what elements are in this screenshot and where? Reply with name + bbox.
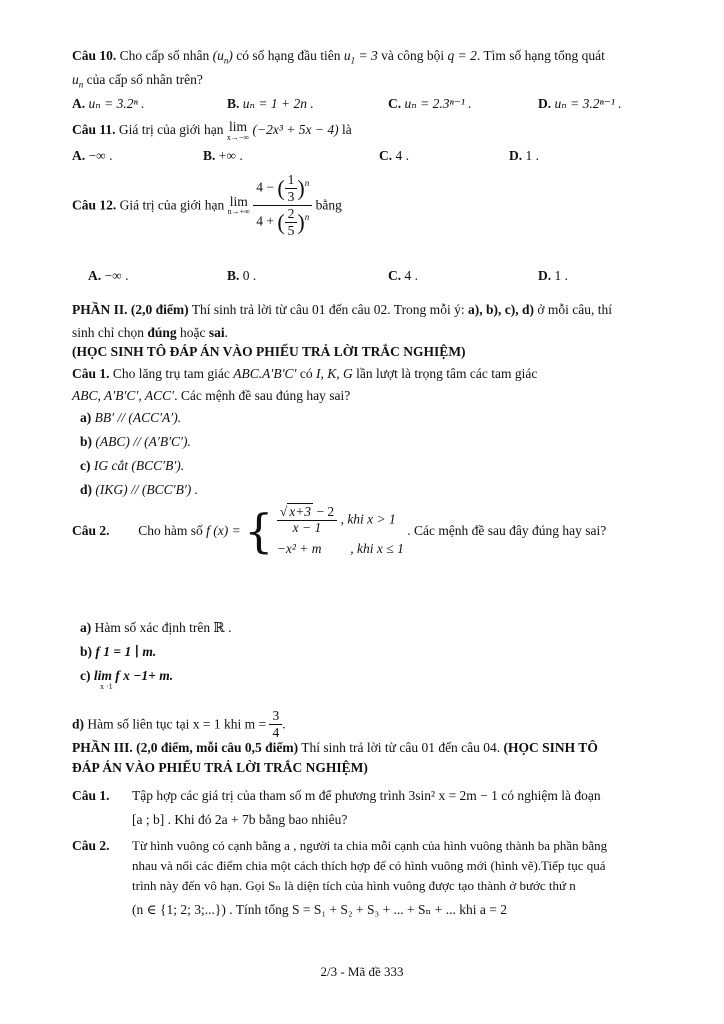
p2q2-line: Câu 2. Cho hàm số f (x) = { $\frac{√ x+3 - 2}{x - 1}$ , khi x > 1 −x² + m , khi x ≤ 1 . Các mệnh đề sau đây đúng hay sai?	[72, 504, 607, 558]
q12-fraction: 4 − ( $\frac{1}{3}$ )$^n$ 4 + ( $\frac{2}{5}$ )$^n$	[253, 172, 312, 239]
q10-line1: Câu 10. Cho cấp số nhân $(u_n)$ có số hạng đầu tiên $u_1 = 3$ và công bội q = 2. Tìm số hạng tổng quát	[72, 48, 605, 66]
page-footer: 2/3 - Mã đề 333	[320, 964, 404, 979]
p2q1-item-d: d) (IKG) // (BCC′B′) .	[80, 482, 199, 497]
p3q1-line2: [a ; b] . Khi đó 2a + 7b bằng bao nhiêu?	[132, 812, 348, 827]
p3q2-line4: (n ∈ {1; 2; 3;...}) . Tính tổng S = S₁ + S₂ + S₃ + ... + Sₙ + ... khi a = 2	[132, 902, 507, 917]
q11-limit: lim x→−∞	[226, 119, 250, 142]
q10-label: Câu 10.	[72, 48, 117, 63]
p2q2-item-a: a) Hàm số xác định trên ℝ .	[80, 620, 232, 635]
part3-heading: PHẦN III. (2,0 điểm, mỗi câu 0,5 điểm) Thí sinh trả lời từ câu 01 đến câu 04. (HỌC SINH TÔ	[72, 740, 598, 755]
p2q1-line1: Câu 1. Cho lăng trụ tam giác ABC.A′B′C′ có I, K, G lần lượt là trọng tâm các tam giác	[72, 366, 538, 381]
p2q2-item-d: d) Hàm số liên tục tại x = 1 khi m = $\frac{3}{4}$ .	[72, 708, 286, 740]
piecewise-cases: $\frac{√ x+3 - 2}{x - 1}$ , khi x > 1 −x² + m , khi x ≤ 1	[276, 504, 404, 556]
p2q2-item-b: b) f 1 = 1 ∣ m.	[80, 644, 157, 659]
piecewise-brace: {	[244, 504, 274, 558]
p2q1-item-c: c) IG cắt (BCC′B′).	[80, 458, 185, 473]
part2-line2: sinh chỉ chọn đúng hoặc sai.	[72, 325, 229, 340]
p2q1-item-b: b) (ABC) // (A′B′C′).	[80, 434, 191, 449]
p3q2-line3: trình này đến vô hạn. Gọi Sₙ là diện tích của hình vuông được tạo thành ở bước thứ n	[132, 878, 576, 893]
p3q2-line1: Từ hình vuông có cạnh bằng a , người ta chia mỗi cạnh của hình vuông thành ba phần bằng	[132, 838, 608, 853]
part3-line2: ĐÁP ÁN VÀO PHIẾU TRẢ LỜI TRẮC NGHIỆM)	[72, 760, 368, 775]
q11-label: Câu 11.	[72, 121, 116, 137]
q12-line: Câu 12. Giá trị của giới hạn lim n→+∞ 4 − ( $\frac{1}{3}$ )$^n$ 4 + ( $\frac{2}{5}$ )$^n$ bằng	[72, 172, 342, 238]
p2q2-item-c: c) lim f x −1+ m. x ·1	[80, 668, 174, 691]
q12-label: Câu 12.	[72, 197, 117, 213]
q11-line: Câu 11. Giá trị của giới hạn lim x→−∞ (−2x³ + 5x − 4) là	[72, 119, 352, 142]
q12-limit: lim n→+∞	[227, 193, 250, 217]
q10-line2: $u_n$ của cấp số nhân trên?	[72, 72, 203, 90]
part2-heading: PHẦN II. (2,0 điểm) Thí sinh trả lời từ câu 01 đến câu 02. Trong mỗi ý: a), b), c), d) ở mỗi câu, thí	[72, 302, 612, 317]
p3q2: Câu 2.	[72, 838, 110, 853]
p2q1-line2: ABC, A′B′C′, ACC′. Các mệnh đề sau đúng hay sai?	[72, 388, 351, 403]
p3q1-line1: Tập hợp các giá trị của tham số m để phương trình 3sin² x = 2m − 1 có nghiệm là đoạn	[132, 788, 601, 803]
p3q2-line2: nhau và nối các điểm chia một cách thích hợp để có hình vuông mới (hình vẽ).Tiếp tục quá	[132, 858, 606, 873]
part2-instruction: (HỌC SINH TÔ ĐÁP ÁN VÀO PHIẾU TRẢ LỜI TRẮC NGHIỆM)	[72, 344, 466, 359]
p2q1-item-a: a) BB′ // (ACC′A′).	[80, 410, 182, 425]
p3q1: Câu 1.	[72, 788, 110, 803]
